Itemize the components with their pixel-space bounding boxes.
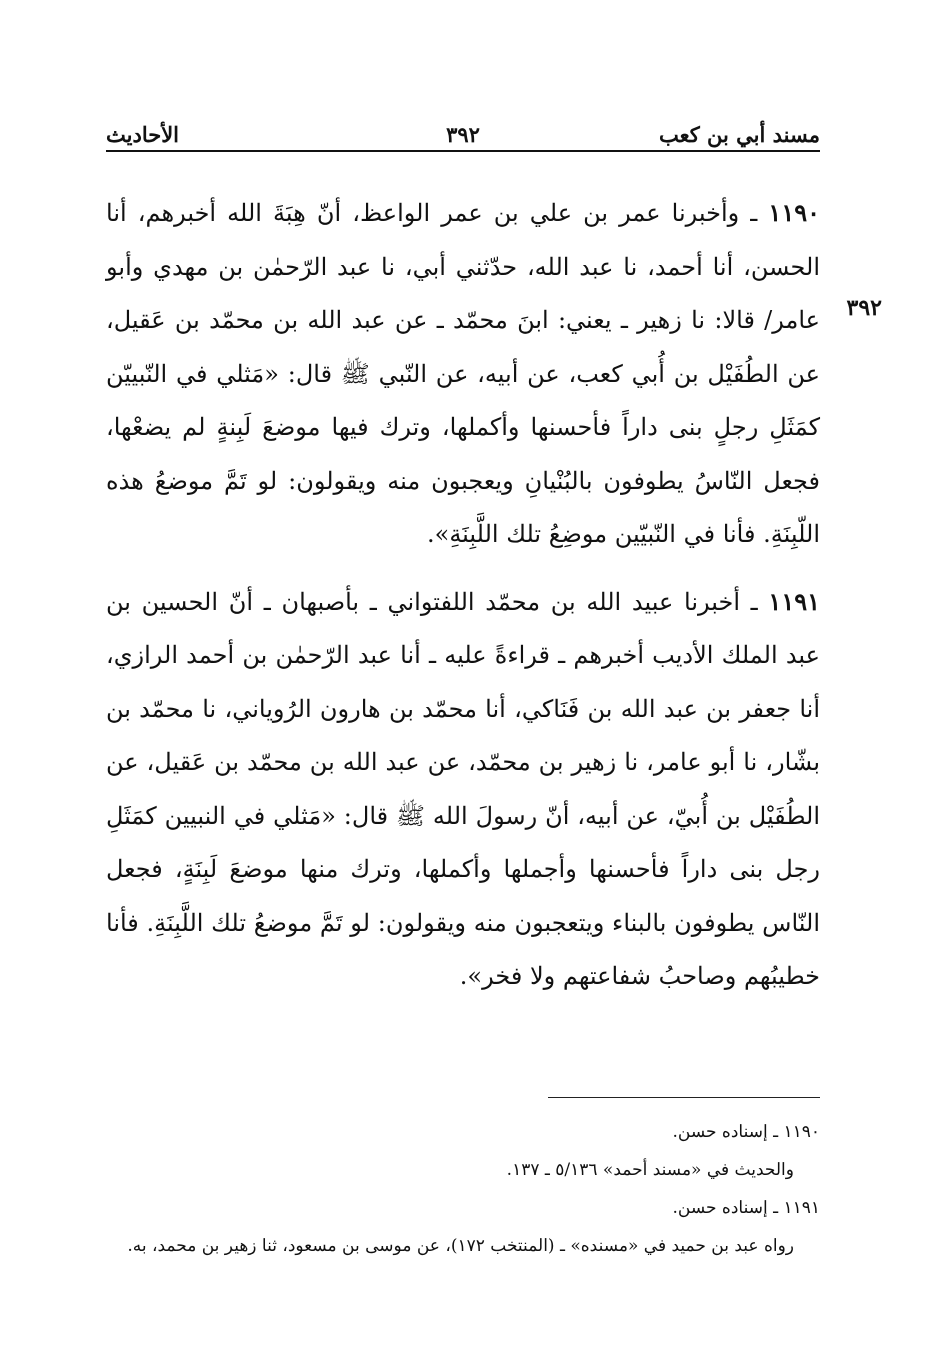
footnote-rule — [548, 1097, 820, 1098]
hadith-text: ـ وأخبرنا عمر بن علي بن عمر الواعظ، أنّ هِبَةَ الله أخبرهم، أنا الحسن، أنا أحمد، نا عبد الله، حدّثني أبي، نا عبد الرّحمٰن بن مهدي وأبو عامر/ قالا: نا زهير ـ يعني: ابنَ محمّد ـ عن عبد الله بن محمّد بن عَقيل، عن الطُفَيْل بن أُبي كعب، عن أبيه، عن النّبي ﷺ قال: «مَثلي في النّبييّن كمَثَلِ رجلٍ بنى داراً فأحسنها وأكملها، وترك فيها موضعَ لَبِنةٍ لم يضعْها، فجعل النّاسُ يطوفون بالبُنْيانِ ويعجبون منه ويقولون: لو تَمَّ موضعُ هذه اللّبِنَةِ. فأنا في النّبيّين موضِعُ تلك اللَّبِنَةِ». — [106, 199, 820, 548]
page-number: ٣٩٢ — [446, 122, 480, 147]
margin-page-reference: ٣٩٢ — [846, 295, 882, 321]
header-rule — [106, 150, 820, 152]
main-text — [106, 186, 820, 1004]
footnotes — [106, 1113, 820, 1265]
running-header — [106, 112, 820, 152]
footnote-line: رواه عبد بن حميد في «مسنده» ـ (المنتخب ١٧٢)، عن موسى بن مسعود، ثنا زهير بن محمد، به. — [127, 1236, 794, 1256]
book-title: مسند أبي بن كعب — [658, 122, 820, 147]
hadith-number: ١١٩١ — [768, 586, 820, 616]
hadith-1190 — [106, 186, 820, 562]
hadith-1191 — [106, 575, 820, 1004]
footnote-line: ١١٩١ ـ إسناده حسن. — [672, 1198, 820, 1218]
section-title: الأحاديث — [106, 122, 180, 147]
hadith-number: ١١٩٠ — [768, 198, 820, 227]
footnote-line: والحديث في «مسند أحمد» ٥/١٣٦ ـ ١٣٧. — [506, 1160, 794, 1180]
hadith-text: ـ أخبرنا عبيد الله بن محمّد اللفتواني ـ بأصبهان ـ أنّ الحسين بن عبد الملك الأديب أخبرهم ـ قراءةً عليه ـ أنا عبد الرّحمٰن بن أحمد الرازي، أنا جعفر بن عبد الله بن فَنَاكي، أنا محمّد بن هارون الرُوياني، نا محمّد بن بشّار، نا أبو عامر، نا زهير بن محمّد، عن عبد الله بن محمّد بن عَقيل، عن الطُفَيْل بن أُبيّ، عن أبيه، أنّ رسولَ الله ﷺ قال: «مَثلي في النبيين كمَثَلِ رجل بنى داراً فأحسنها وأجملها وأكملها، وترك منها موضعَ لَبِنَةٍ، فجعل النّاس يطوفون بالبناء ويتعجبون منه ويقولون: لو تَمَّ موضعُ تلك اللَّبِنَةِ. فأنا خطيبُهم وصاحبُ شفاعتهم ولا فخر». — [106, 587, 820, 990]
footnote-line: ١١٩٠ ـ إسناده حسن. — [672, 1122, 820, 1142]
